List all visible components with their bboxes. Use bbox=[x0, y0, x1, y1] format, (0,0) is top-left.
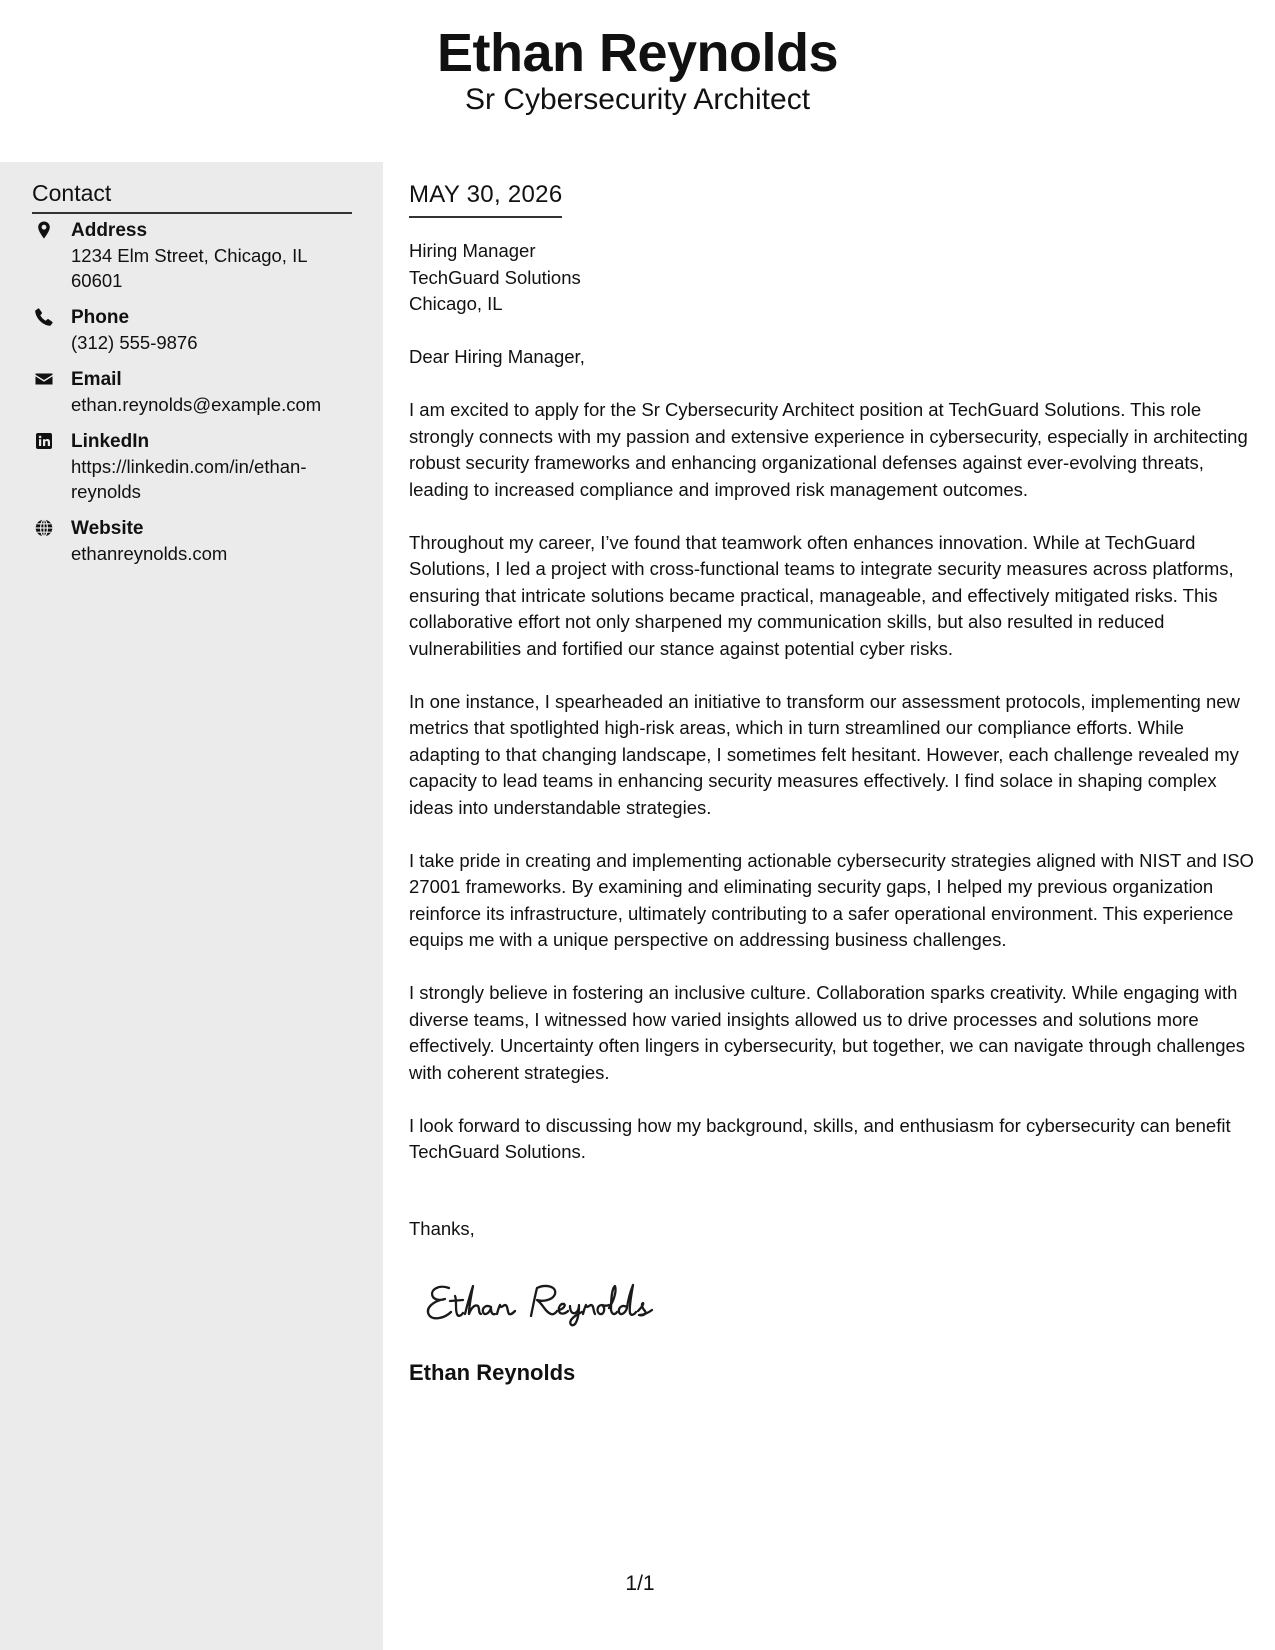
candidate-name: Ethan Reynolds bbox=[436, 23, 839, 83]
globe-icon bbox=[34, 518, 54, 538]
contact-label: Address bbox=[71, 220, 148, 241]
contact-item-website bbox=[32, 516, 352, 566]
body-paragraph: I strongly believe in fostering an inclusive culture. Collaboration sparks creativity. While engaging with diverse teams, I witnessed how varied insights allowed us to drive processes and solutions more effectively. Uncertainty often lingers in cybersecurity, but together, we can navigate through challenges with coherent strategies. bbox=[409, 982, 1246, 1083]
header bbox=[0, 0, 1275, 162]
body-paragraph: Throughout my career, I’ve found that teamwork often enhances innovation. While at TechGuard Solutions, I led a project with cross-functional teams to integrate security measures across platforms, ensuring that intricate solutions became practical, manageable, and effectively mitigated risks. This collaborative effort not only sharpened my communication skills, but also resulted in reduced vulnerabilities and fortified our stance against potential cyber risks. bbox=[409, 531, 1234, 659]
recipient-line: Chicago, IL bbox=[409, 293, 503, 314]
contact-item-address bbox=[32, 218, 352, 293]
contact-item-phone bbox=[32, 305, 352, 355]
email-value[interactable]: ethan.reynolds@example.com bbox=[71, 394, 322, 415]
signer-name: Ethan Reynolds bbox=[409, 1360, 576, 1385]
website-value[interactable]: ethanreynolds.com bbox=[71, 543, 228, 564]
recipient-block bbox=[409, 238, 581, 318]
body-paragraph: In one instance, I spearheaded an initiative to transform our assessment protocols, implementing new metrics that spotlighted high-risk areas, which in turn streamlined our compliance efforts. While adapting to that changing landscape, I sometimes felt hesitant. However, each challenge revealed my capacity to lead teams in enhancing security measures effectively. I find solace in shaping complex ideas into understandable strategies. bbox=[409, 690, 1240, 818]
phone-icon bbox=[34, 307, 54, 327]
linkedin-icon bbox=[34, 431, 54, 451]
body-paragraph: I take pride in creating and implementing actionable cybersecurity strategies aligned with NIST and ISO 27001 frameworks. By examining and eliminating security gaps, I helped my previous organization reinforce its infrastructure, ultimately contributing to a safer operational environment. This experience equips me with a unique perspective on addressing business challenges. bbox=[409, 849, 1254, 950]
recipient-line: TechGuard Solutions bbox=[409, 266, 581, 288]
job-title: Sr Cybersecurity Architect bbox=[464, 83, 811, 116]
salutation: Dear Hiring Manager, bbox=[409, 346, 585, 367]
handwritten-signature bbox=[419, 1270, 679, 1330]
contact-sidebar bbox=[0, 162, 383, 1650]
envelope-icon bbox=[34, 369, 54, 389]
body-paragraph: I am excited to apply for the Sr Cybersecurity Architect position at TechGuard Solutions. This role strongly connects with my passion and extensive experience in cybersecurity, especially in architecting robust security frameworks and enhancing organizational defenses against ever-evolving threats, leading to increased compliance and improved risk management outcomes. bbox=[409, 399, 1248, 500]
contact-label: Website bbox=[71, 518, 144, 539]
recipient-line: Hiring Manager bbox=[409, 240, 536, 261]
phone-value: (312) 555-9876 bbox=[71, 332, 198, 353]
contact-item-email bbox=[32, 367, 352, 417]
letter-body bbox=[409, 344, 1255, 1192]
map-pin-icon bbox=[34, 220, 54, 240]
contact-label: Email bbox=[71, 369, 122, 390]
contact-label: Phone bbox=[71, 307, 130, 328]
contact-label: LinkedIn bbox=[71, 431, 150, 452]
contact-item-linkedin bbox=[32, 429, 352, 504]
address-value: 1234 Elm Street, Chicago, IL 60601 bbox=[71, 245, 307, 291]
body-paragraph: I look forward to discussing how my background, skills, and enthusiasm for cybersecurity can benefit TechGuard Solutions. bbox=[409, 1114, 1231, 1162]
closing: Thanks, bbox=[409, 1218, 475, 1239]
letter-date: MAY 30, 2026 bbox=[409, 178, 562, 218]
linkedin-value[interactable]: https://linkedin.com/in/ethan-reynolds bbox=[71, 456, 307, 502]
contact-heading: Contact bbox=[32, 176, 352, 214]
contact-list bbox=[32, 218, 352, 578]
page-number: 1/1 bbox=[625, 1572, 655, 1595]
